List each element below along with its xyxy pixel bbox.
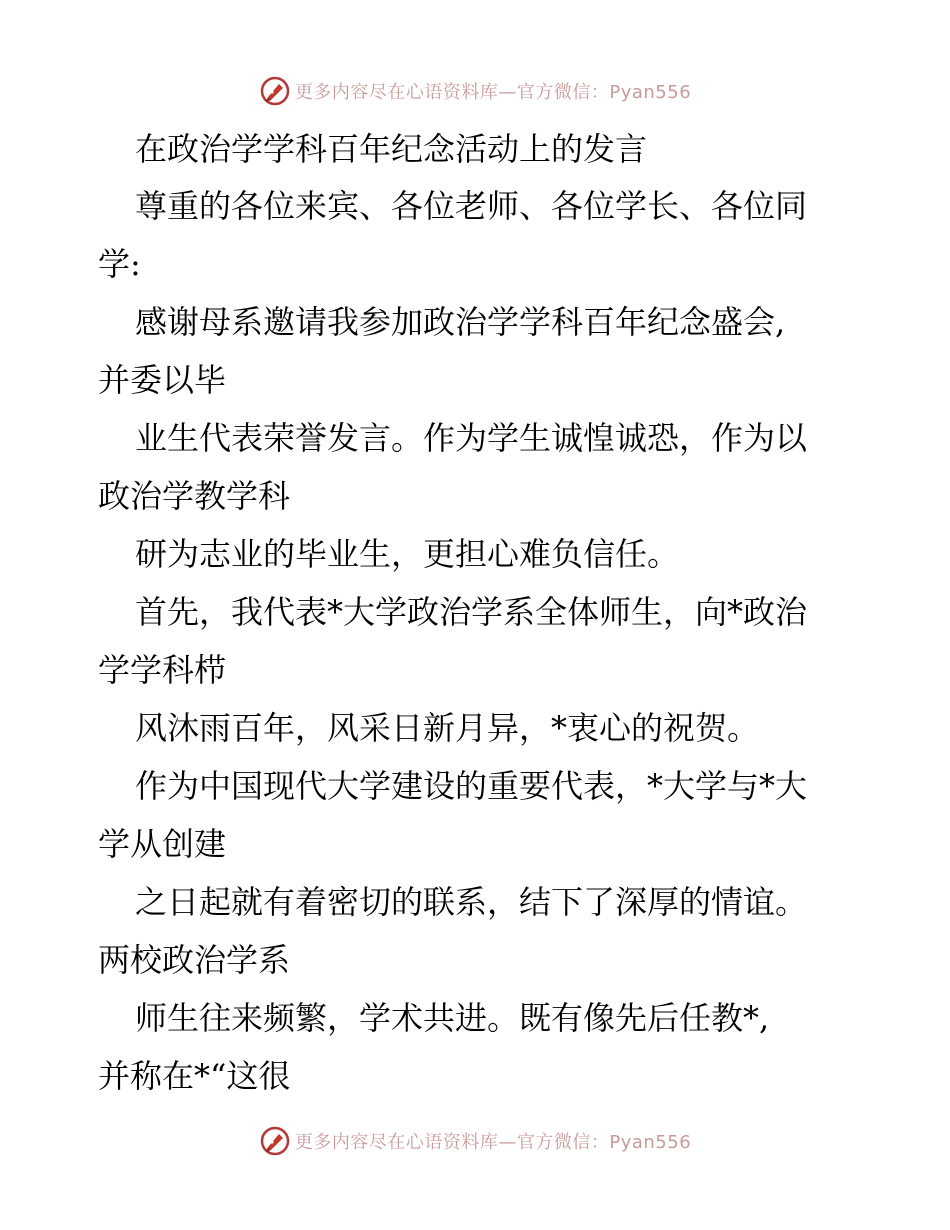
watermark-header bbox=[0, 71, 950, 111]
paragraph-line: 感谢母系邀请我参加政治学学科百年纪念盛会, bbox=[135, 303, 786, 341]
paragraph-line: 风沐雨百年，风采日新月异，*衷心的祝贺。 bbox=[135, 709, 760, 747]
document-title: 在政治学学科百年纪念活动上的发言 bbox=[135, 130, 648, 168]
paragraph-line: 并称在*“这很 bbox=[98, 1057, 291, 1095]
paragraph-line: 尊重的各位来宾、各位老师、各位学长、各位同 bbox=[135, 187, 808, 225]
paragraph-line: 学从创建 bbox=[98, 825, 227, 863]
paragraph-line: 首先，我代表*大学政治学系全体师生，向*政治 bbox=[135, 593, 808, 631]
paragraph-line: 政治学教学科 bbox=[98, 477, 291, 515]
paragraph-line: 研为志业的毕业生，更担心难负信任。 bbox=[135, 535, 680, 573]
pen-nib-circle-icon bbox=[259, 1125, 291, 1157]
watermark-text: 更多内容尽在心语资料库—官方微信：Pyan556 bbox=[294, 1132, 692, 1153]
paragraph-line: 学: bbox=[98, 245, 141, 283]
paragraph-line: 师生往来频繁，学术共进。既有像先后任教*, bbox=[135, 999, 770, 1037]
watermark-footer bbox=[0, 1121, 950, 1161]
paragraph-line: 作为中国现代大学建设的重要代表，*大学与*大 bbox=[135, 767, 808, 805]
paragraph-line: 学学科栉 bbox=[98, 651, 227, 689]
paragraph-line: 之日起就有着密切的联系，结下了深厚的情谊。 bbox=[135, 883, 808, 921]
paragraph-line: 并委以毕 bbox=[98, 361, 227, 399]
paragraph-line: 两校政治学系 bbox=[98, 941, 291, 979]
pen-nib-circle-icon bbox=[259, 75, 291, 107]
paragraph-line: 业生代表荣誉发言。作为学生诚惶诚恐，作为以 bbox=[135, 419, 808, 457]
watermark-text: 更多内容尽在心语资料库—官方微信：Pyan556 bbox=[294, 82, 692, 103]
